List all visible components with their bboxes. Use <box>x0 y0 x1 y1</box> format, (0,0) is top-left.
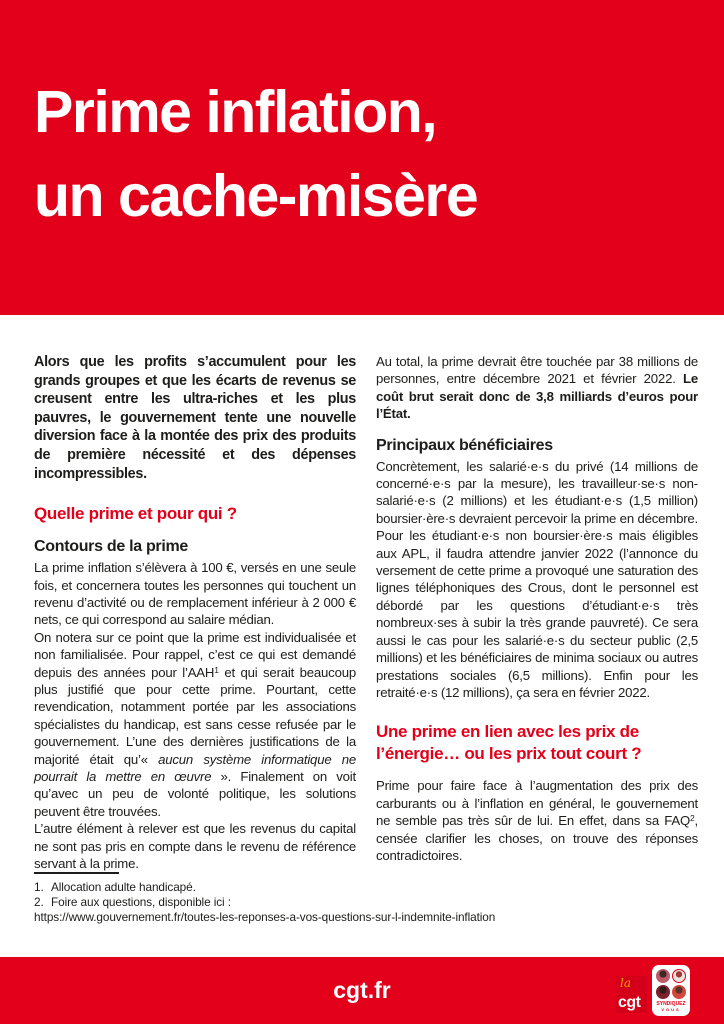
heading-line-1: Une prime en lien avec les prix de <box>376 722 639 742</box>
footnotes <box>34 872 694 925</box>
cgt-logo <box>616 976 647 1013</box>
footnote-ref-1: 1 <box>214 664 219 675</box>
avatar-icon <box>672 985 686 999</box>
footnote-text: Allocation adulte handicapé. <box>51 880 196 894</box>
header-banner <box>0 0 724 315</box>
section-heading-quelle-prime: Quelle prime et pour qui ? <box>34 504 237 524</box>
vous-label: VOUS <box>661 1007 681 1012</box>
footer-logos <box>616 957 690 1024</box>
avatar-icon <box>656 985 670 999</box>
heading-line-2: l’énergie… ou les prix tout court ? <box>376 744 642 764</box>
footnote-2 <box>34 895 694 910</box>
cgt-logo-text: cgt <box>618 994 641 1011</box>
syndiquez-vous-logo <box>652 965 690 1016</box>
body-paragraph <box>376 353 698 423</box>
syndiquez-label: SYNDIQUEZ <box>656 1001 686 1007</box>
title-line-2: un cache-misère <box>34 163 478 229</box>
body-paragraph: La prime inflation s’élèvera à 100 €, versés en une seule fois, et concernera toutes les personnes qui touchent un revenu d’activité ou de remplacement inférieur à 2 000 € nets, ce qui correspond au salaire médian. <box>34 560 356 628</box>
cgt-website-text: cgt.fr <box>333 977 391 1003</box>
body-paragraph <box>34 629 356 820</box>
body-paragraph: L’autre élément à relever est que les revenus du capital ne sont pas pris en compte dans le revenu de référence servant à la prime. <box>34 821 356 872</box>
text-run: Prime pour faire face à l’augmentation des prix des carburants ou à l’inflation en général, le gouvernement ne semble pas très sûr de lui. En effet, dans sa FAQ <box>376 778 698 829</box>
body-paragraph: Concrètement, les salarié·e·s du privé (14 millions de concerné·e·s par la mesure), les travailleur·se·s non-salarié·e·s (2 millions) et les étudiant·e·s (1,5 million) boursier·ère·s devraient percevoir la prime en décembre. Pour les étudiant·e·s non boursier·ère·s mais éligibles aux APL, il faudra attendre janvier 2022 (l’annonce du versement de cette prime a provoqué une saturation des lignes téléphoniques des Crous, dont le personnel est débordé par les questions d’étudiant·e·s très nombreux·ses à subir la très grande pauvreté). Ce sera aussi le cas pour les salarié·e·s du secteur public (2,5 millions) et les bénéficiaires de minima sociaux ou autres prestations sociales (6,5 millions). Enfin pour les retraité·e·s (12 millions), ça sera en février 2022. <box>376 458 698 700</box>
intro-paragraph: Alors que les profits s’accumulent pour les grands groupes et que les écarts de revenus se creusent entre les ultra-riches et les plus pauvres, le gouvernement tente une nouvelle diversion face à la montée des prix des produits de première nécessité et des dépenses incompressibles. <box>34 354 356 482</box>
text-run: Au total, la prime devrait être touchée par 38 millions de personnes, entre décembre 2021 et février 2022. <box>376 354 698 387</box>
text-run: On notera sur ce point que la prime est individualisée et non familialisée. Pour rappel, c’est ce qui est demandé depuis des années pour l’AAH <box>34 629 356 680</box>
quoted-italic-text: aucun système informatique ne pourrait la mettre en œuvre <box>34 751 356 785</box>
right-column <box>376 353 698 872</box>
text-run: ». Finalement on voit qu’avec un peu de volonté politique, les solutions peuvent être trouvées. <box>34 769 356 819</box>
avatar-icon <box>672 969 686 983</box>
footnote-marker: 1. <box>34 880 44 894</box>
footnote-divider <box>34 872 119 874</box>
title-line-1: Prime inflation, <box>34 79 437 145</box>
page-title <box>0 0 724 238</box>
avatar-grid <box>654 969 688 999</box>
footnote-marker: 2. <box>34 895 44 909</box>
cgt-logo-la: la <box>620 976 631 990</box>
footer-banner <box>0 957 724 1024</box>
footnote-url: https://www.gouvernement.fr/toutes-les-reponses-a-vos-questions-sur-l-indemnite-inflation <box>34 910 496 924</box>
avatar-icon <box>656 969 670 983</box>
subheading-contours: Contours de la prime <box>34 538 189 556</box>
footnote-text: Foire aux questions, disponible ici : <box>51 895 231 909</box>
footnote-1 <box>34 880 694 895</box>
article-body <box>0 315 724 872</box>
footnote-ref-2: 2 <box>690 813 695 824</box>
section-heading-energie <box>376 721 698 765</box>
subheading-beneficiaires: Principaux bénéficiaires <box>376 436 553 454</box>
text-run: , censée clarifier les choses, on trouve des réponses contradictoires. <box>376 813 698 863</box>
text-run: et qui serait beaucoup plus justifié que pour cette prime. Pourtant, cette revendication, notamment portée par les associations spécialistes du handicap, est sans cesse refusée par le gouvernement. L’une des dernières justifications de la majorité était qu’« <box>34 664 356 767</box>
left-column <box>34 353 356 872</box>
bold-statement: Le coût brut serait donc de 3,8 milliards d’euros pour l’État. <box>376 371 698 422</box>
body-paragraph <box>376 777 698 864</box>
